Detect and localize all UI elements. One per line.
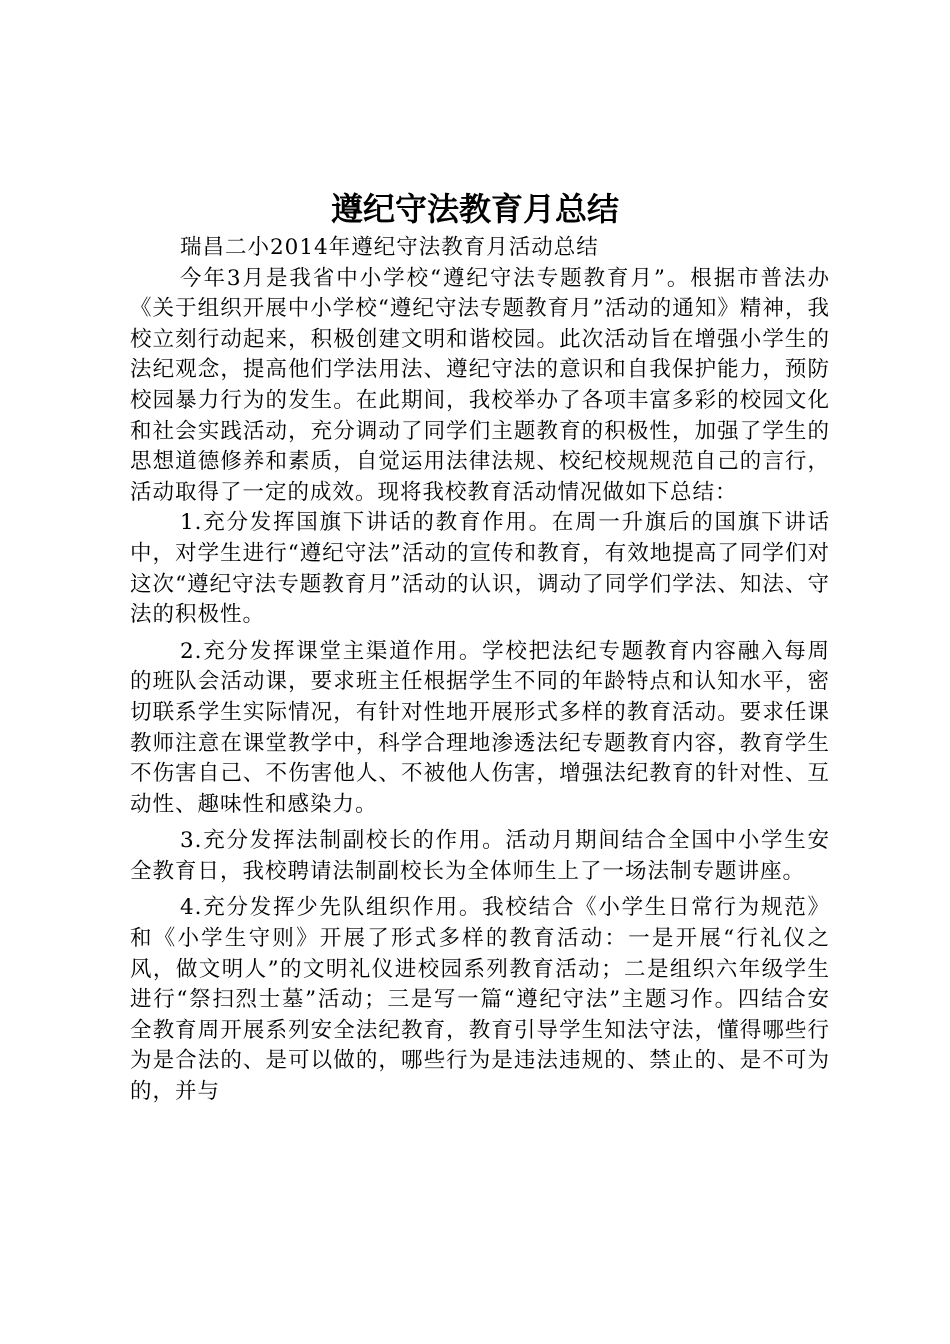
point-1-paragraph: 1.充分发挥国旗下讲话的教育作用。在周一升旗后的国旗下讲话中，对学生进行“遵纪守法”活动的宣传和教育，有效地提高了同学们对这次“遵纪守法专题教育月”活动的认识，调动了同学们学法、知法、守法的积极性。 [130, 510, 830, 628]
intro-paragraph: 今年3月是我省中小学校“遵纪守法专题教育月”。根据市普法办《关于组织开展中小学校“遵纪守法专题教育月”活动的通知》精神，我校立刻行动起来，积极创建文明和谐校园。此次活动旨在增强小学生的法纪观念，提高他们学法用法、遵纪守法的意识和自我保护能力，预防校园暴力行为的发生。在此期间，我校举办了各项丰富多彩的校园文化和社会实践活动，充分调动了同学们主题教育的积极性，加强了学生的思想道德修养和素质，自觉运用法律法规、校纪校规规范自己的言行，活动取得了一定的成效。现将我校教育活动情况做如下总结： [130, 265, 830, 505]
point-3-paragraph: 3.充分发挥法制副校长的作用。活动月期间结合全国中小学生安全教育日，我校聘请法制副校长为全体师生上了一场法制专题讲座。 [130, 828, 830, 884]
point-4-paragraph: 4.充分发挥少先队组织作用。我校结合《小学生日常行为规范》和《小学生守则》开展了形式多样的教育活动：一是开展“行礼仪之风，做文明人”的文明礼仪进校园系列教育活动；二是组织六年级学生进行“祭扫烈士墓”活动；三是写一篇“遵纪守法”主题习作。四结合安全教育周开展系列安全法纪教育，教育引导学生知法守法，懂得哪些行为是合法的、是可以做的，哪些行为是违法违规的、禁止的、是不可为的，并与 [130, 895, 830, 1105]
document-body [130, 233, 830, 1108]
subtitle-paragraph: 瑞昌二小2014年遵纪守法教育月活动总结 [180, 235, 599, 260]
document-title: 遵纪守法教育月总结 [330, 190, 619, 228]
point-2-paragraph: 2.充分发挥课堂主渠道作用。学校把法纪专题教育内容融入每周的班队会活动课，要求班主任根据学生不同的年龄特点和认知水平，密切联系学生实际情况，有针对性地开展形式多样的教育活动。要求任课教师注意在课堂教学中，科学合理地渗透法纪专题教育内容，教育学生不伤害自己、不伤害他人、不被他人伤害，增强法纪教育的针对性、互动性、趣味性和感染力。 [130, 638, 830, 817]
